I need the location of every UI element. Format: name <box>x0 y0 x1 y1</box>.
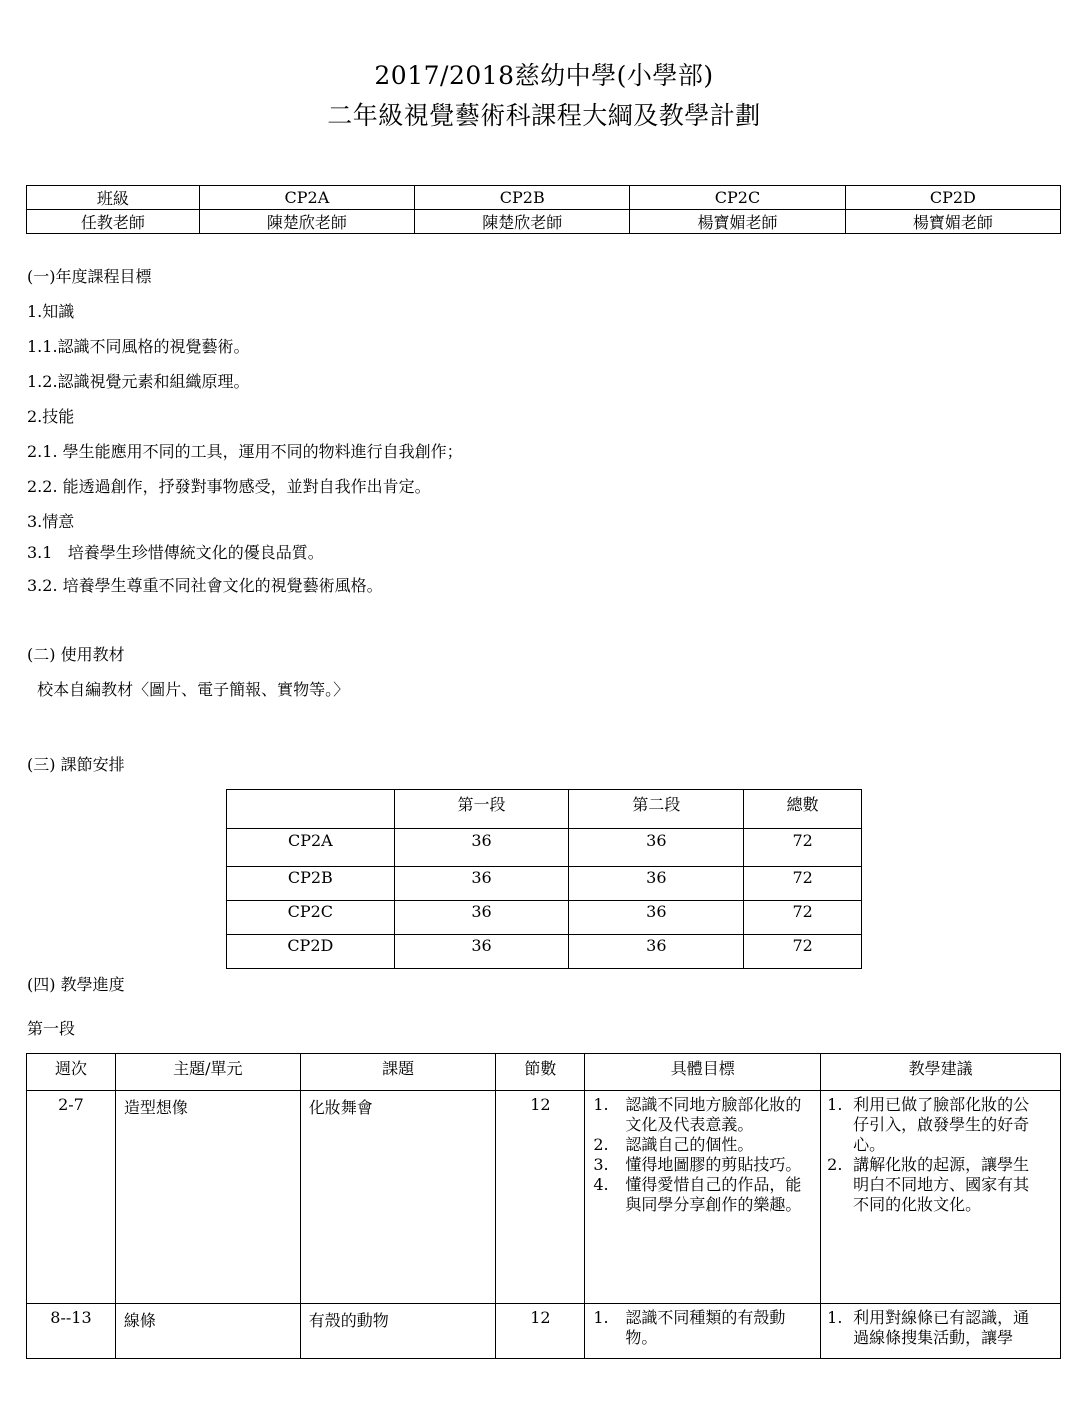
list-item: 4. 懂得愛惜自己的作品，能與同學分享創作的樂趣。 <box>593 1175 802 1214</box>
table-cell: 教學建議 <box>821 1054 1061 1091</box>
objective-line: 2.技能 <box>27 407 75 426</box>
table-cell: CP2B <box>415 186 630 210</box>
table-cell: 72 <box>744 829 862 867</box>
teaching-schedule-table <box>26 1053 1061 1359</box>
table-header-row <box>227 790 862 829</box>
table-cell: CP2B <box>227 867 395 901</box>
table-cell: 具體目標 <box>585 1054 821 1091</box>
document-subtitle: 二年級視覺藝術科課程大綱及教學計劃 <box>327 101 761 130</box>
table-cell: CP2C <box>630 186 845 210</box>
table-row <box>227 867 862 901</box>
table-cell: 主題/單元 <box>115 1054 300 1091</box>
objective-line: 3.情意 <box>27 512 75 531</box>
goals-list <box>585 1308 820 1348</box>
week-cell: 8--13 <box>27 1304 116 1359</box>
table-cell: 36 <box>394 867 569 901</box>
table-cell: CP2D <box>845 186 1060 210</box>
materials-text: 校本自編教材〈圖片、電子簡報、實物等。〉 <box>27 680 350 699</box>
goals-cell <box>585 1091 821 1304</box>
table-cell: 36 <box>394 829 569 867</box>
table-cell: CP2A <box>199 186 414 210</box>
progress-heading: (四) 教學進度 <box>27 975 125 994</box>
list-item: 3. 懂得地圖膠的剪貼技巧。 <box>593 1155 802 1174</box>
list-item: 1. 利用已做了臉部化妝的公仔引入，啟發學生的好奇心。 <box>827 1095 1030 1154</box>
term-label: 第一段 <box>27 1019 76 1038</box>
table-cell: 72 <box>744 901 862 935</box>
table-header-row <box>27 1054 1061 1091</box>
table-cell: 總數 <box>744 790 862 829</box>
table-cell: CP2C <box>227 901 395 935</box>
table-cell: 陳楚欣老師 <box>415 210 630 234</box>
table-cell: 陳楚欣老師 <box>199 210 414 234</box>
teacher-row <box>27 210 1061 234</box>
table-cell: 課題 <box>300 1054 496 1091</box>
materials-heading: (二) 使用教材 <box>27 645 125 664</box>
table-cell: 72 <box>744 935 862 969</box>
table-row <box>227 935 862 969</box>
list-item: 2. 講解化妝的起源，讓學生明白不同地方、國家有其不同的化妝文化。 <box>827 1155 1030 1214</box>
table-cell: 72 <box>744 867 862 901</box>
table-row <box>227 829 862 867</box>
table-cell: 楊寶媚老師 <box>845 210 1060 234</box>
topic-cell: 線條 <box>115 1304 300 1359</box>
table-cell: 任教老師 <box>27 210 200 234</box>
lessons-heading: (三) 課節安排 <box>27 755 125 774</box>
objective-line: 1.知識 <box>27 302 75 321</box>
list-item: 2. 認識自己的個性。 <box>593 1135 754 1154</box>
class-row <box>27 186 1061 210</box>
hours-cell: 12 <box>496 1304 585 1359</box>
list-item: 1. 認識不同種類的有殼動物。 <box>593 1308 786 1347</box>
table-cell: 36 <box>394 935 569 969</box>
table-cell: 36 <box>394 901 569 935</box>
document-title: 2017/2018慈幼中學(小學部) <box>374 61 714 90</box>
objective-line: 2.2. 能透過創作，抒發對事物感受，並對自我作出肯定。 <box>27 477 431 496</box>
goals-cell <box>585 1304 821 1359</box>
table-cell: 36 <box>569 901 744 935</box>
suggestions-list <box>821 1308 1060 1348</box>
objective-line: 2.1. 學生能應用不同的工具，運用不同的物料進行自我創作； <box>27 442 463 461</box>
lesson-cell: 有殼的動物 <box>300 1304 496 1359</box>
table-cell <box>227 790 395 829</box>
suggestions-cell <box>821 1304 1061 1359</box>
table-cell: 第二段 <box>569 790 744 829</box>
table-cell: 第一段 <box>394 790 569 829</box>
table-cell: 週次 <box>27 1054 116 1091</box>
table-cell: 36 <box>569 867 744 901</box>
table-row <box>27 1304 1061 1359</box>
suggestions-list <box>821 1095 1060 1215</box>
objective-line: 3.1 培養學生珍惜傳統文化的優良品質。 <box>27 543 324 562</box>
table-cell: 楊寶媚老師 <box>630 210 845 234</box>
teacher-assignment-table <box>26 185 1061 234</box>
table-cell: 36 <box>569 935 744 969</box>
list-item: 1. 認識不同地方臉部化妝的文化及代表意義。 <box>593 1095 802 1134</box>
hours-cell: 12 <box>496 1091 585 1304</box>
table-row <box>227 901 862 935</box>
week-cell: 2-7 <box>27 1091 116 1304</box>
table-cell: 36 <box>569 829 744 867</box>
topic-cell: 造型想像 <box>115 1091 300 1304</box>
lesson-allocation-table <box>226 789 862 969</box>
objective-line: 1.2.認識視覺元素和組織原理。 <box>27 372 250 391</box>
goals-list <box>585 1095 820 1215</box>
table-row <box>27 1091 1061 1304</box>
table-cell: CP2A <box>227 829 395 867</box>
suggestions-cell <box>821 1091 1061 1304</box>
lesson-cell: 化妝舞會 <box>300 1091 496 1304</box>
objective-line: 3.2. 培養學生尊重不同社會文化的視覺藝術風格。 <box>27 576 383 595</box>
table-cell: CP2D <box>227 935 395 969</box>
table-cell: 班級 <box>27 186 200 210</box>
list-item: 1. 利用對線條已有認識，通過線條搜集活動，讓學 <box>827 1308 1030 1347</box>
table-cell: 節數 <box>496 1054 585 1091</box>
objectives-heading: (一)年度課程目標 <box>27 267 152 286</box>
objective-line: 1.1.認識不同風格的視覺藝術。 <box>27 337 250 356</box>
